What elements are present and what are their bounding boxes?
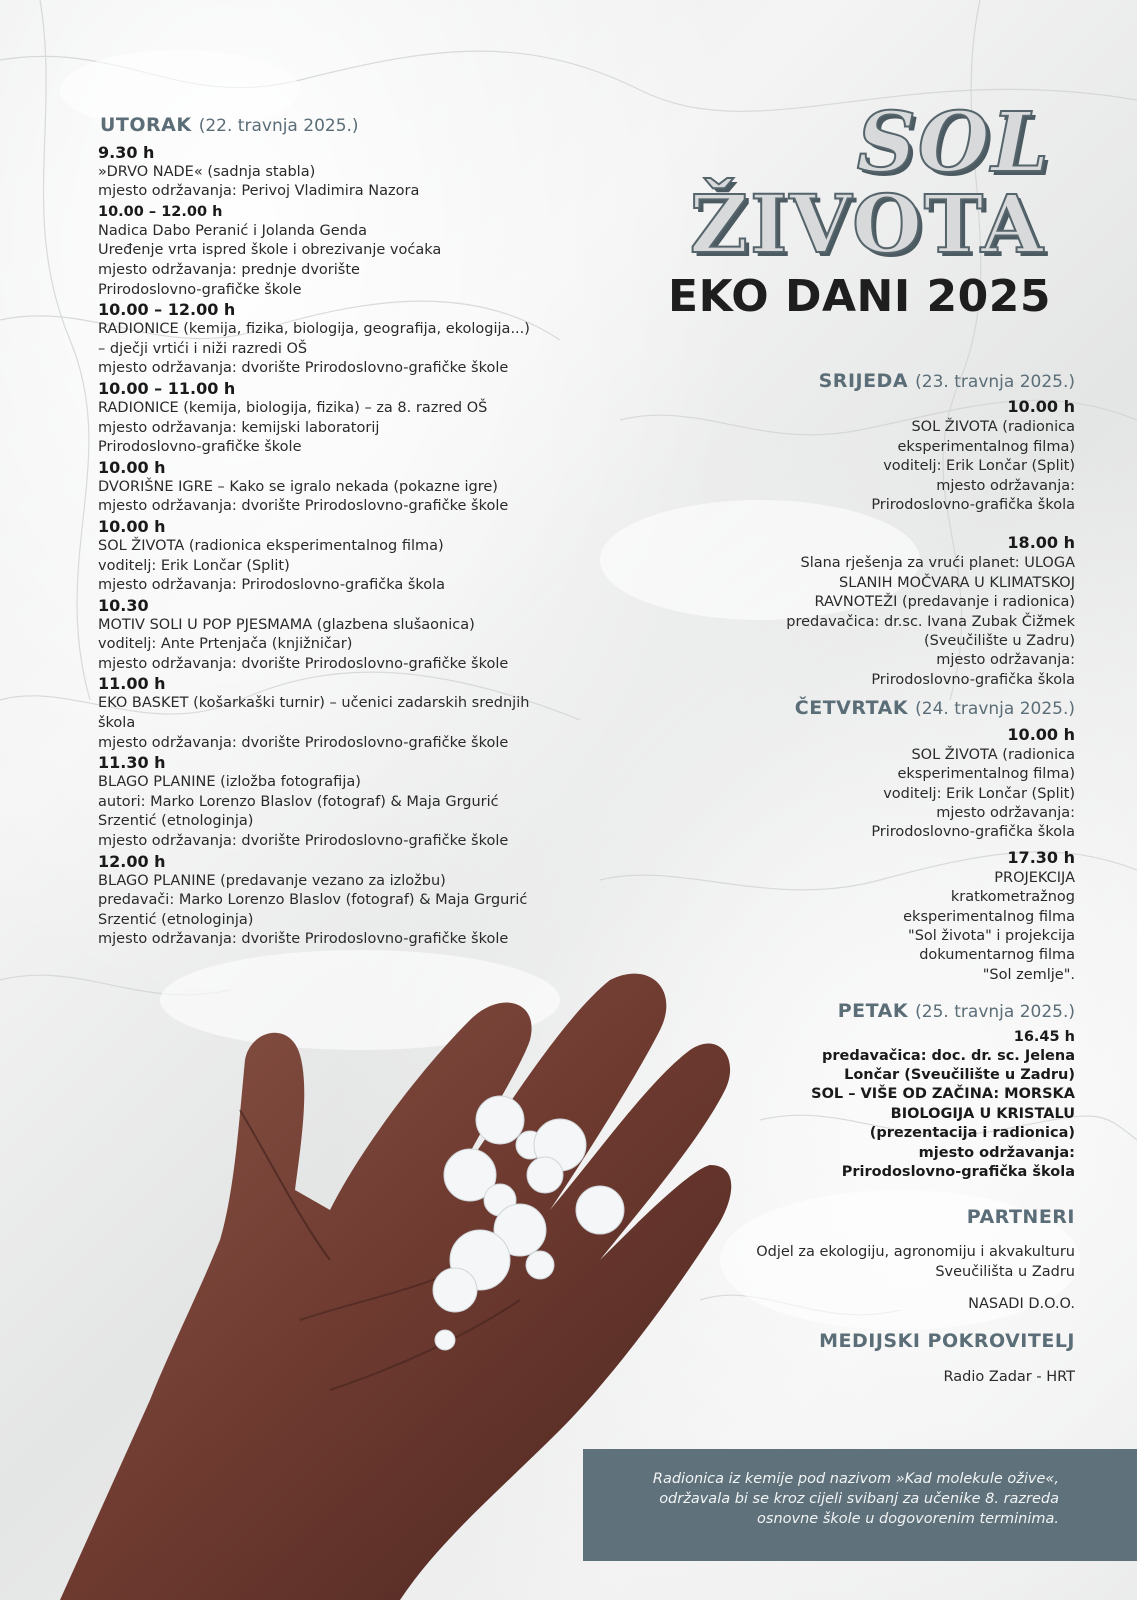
partners-list [675, 1242, 1075, 1314]
event-line: DVORIŠNE IGRE – Kako se igralo nekada (pokazne igre) [98, 478, 498, 495]
schedule-item [98, 458, 578, 517]
partner-line: NASADI D.O.O. [968, 1295, 1075, 1312]
event-line: "Sol života" i projekcija [908, 927, 1075, 944]
media-sponsor-name: Radio Zadar - HRT [943, 1369, 1075, 1386]
event-line: mjesto održavanja: Perivoj Vladimira Nazora [98, 183, 420, 200]
event-time: 10.00 h [98, 516, 166, 536]
schedule-item [98, 674, 578, 753]
event-line: mjesto održavanja: dvorište Prirodoslovno-grafičke škole [98, 498, 509, 515]
thursday-day: ČETVRTAK [794, 697, 909, 720]
event-line: voditelj: Erik Lončar (Split) [98, 557, 290, 574]
event-time: 10.00 h [98, 457, 166, 477]
event-line: MOTIV SOLI U POP PJESMAMA (glazbena slušaonica) [98, 616, 475, 633]
event-line: Lončar (Sveučilište u Zadru) [844, 1066, 1075, 1083]
event-line: »DRVO NADE« (sadnja stabla) [98, 163, 316, 180]
title-line-eko-dani: EKO DANI 2025 [668, 271, 1051, 322]
event-line: SLANIH MOČVARA U KLIMATSKOJ [838, 574, 1075, 591]
event-line: RAVNOTEŽI (predavanje i radionica) [814, 594, 1075, 611]
wednesday-heading [675, 372, 1075, 392]
event-line: predavačica: dr.sc. Ivana Zubak Čižmek [786, 613, 1075, 630]
friday-day: PETAK [837, 1000, 909, 1023]
schedule-item [98, 379, 578, 458]
event-line: Prirodoslovno-grafička škola [871, 497, 1075, 514]
event-line: dokumentarnog filma [919, 947, 1075, 964]
wednesday-date: (23. travnja 2025.) [915, 372, 1075, 392]
event-line: predavačica: doc. dr. sc. Jelena [822, 1047, 1075, 1064]
event-line: Slana rješenja za vrući planet: ULOGA [800, 555, 1075, 572]
schedule-item [98, 596, 578, 675]
event-line: RADIONICE (kemija, fizika, biologija, geografija, ekologija...) [98, 321, 530, 338]
footer-note-band [583, 1449, 1137, 1561]
title-line-zivota: ŽIVOTA [689, 177, 1045, 271]
event-line: voditelj: Ante Prtenjača (knjižničar) [98, 636, 353, 653]
friday-heading [675, 1002, 1075, 1022]
event-line: PROJEKCIJA [994, 869, 1075, 886]
partner-line: akvakulturu Sveučilišta u Zadru [935, 1243, 1075, 1280]
event-line: mjesto održavanja: Prirodoslovno-grafička škola [98, 577, 446, 594]
tuesday-heading [100, 116, 578, 137]
schedule-item [98, 517, 578, 596]
schedule-item [98, 202, 578, 300]
footer-note [589, 1469, 1059, 1529]
event-line: Prirodoslovno-grafičke škole [98, 439, 302, 456]
event-line: mjesto održavanja: [936, 477, 1075, 494]
title-line-sol: SOL [856, 95, 1051, 191]
event-line: mjesto održavanja: [918, 1144, 1075, 1161]
event-time: 11.30 h [98, 753, 166, 773]
tuesday-day: UTORAK [100, 114, 192, 136]
thursday-date: (24. travnja 2025.) [915, 699, 1075, 720]
event-line: Srzentić (etnologinja) [98, 813, 254, 830]
event-line: Nadica Dabo Peranić i Jolanda Genda [98, 222, 367, 239]
schedule-item [98, 753, 578, 851]
event-line: mjesto održavanja: dvorište Prirodoslovno-grafičke škole [98, 360, 509, 377]
event-line: predavači: Marko Lorenzo Blaslov (fotograf) & Maja Grgurić [98, 892, 528, 909]
event-line: Prirodoslovno-grafičke škole [98, 281, 302, 298]
event-line: RADIONICE (kemija, biologija, fizika) – za 8. razred OŠ [98, 399, 488, 416]
event-line: Prirodoslovno-grafička škola [871, 824, 1075, 841]
event-line: voditelj: Erik Lončar (Split) [883, 458, 1075, 475]
event-line: mjesto održavanja: dvorište Prirodoslovno-grafičke škole [98, 734, 509, 751]
event-line: – dječji vrtići i niži razredi OŠ [98, 340, 308, 357]
event-line: kratkometražnog [950, 889, 1075, 906]
event-line: (prezentacija i radionica) [869, 1125, 1075, 1142]
event-line: mjesto održavanja: dvorište Prirodoslovno-grafičke škole [98, 931, 509, 948]
tuesday-date: (22. travnja 2025.) [198, 116, 359, 136]
event-time: 18.00 h [1007, 533, 1075, 553]
poster-title [611, 95, 1051, 322]
event-line: autori: Marko Lorenzo Blaslov (fotograf) & Maja Grgurić [98, 793, 499, 810]
event-time: 11.00 h [98, 674, 166, 694]
schedule-item [98, 852, 578, 950]
schedule-item [675, 396, 1075, 515]
event-line: SOL ŽIVOTA (radionica [911, 746, 1075, 763]
event-line: BLAGO PLANINE (predavanje vezano za izložbu) [98, 872, 446, 889]
event-line: "Sol zemlje". [982, 966, 1075, 983]
event-line: mjesto održavanja: dvorište Prirodoslovno-grafičke škole [98, 655, 509, 672]
footer-line: održavala bi se kroz cijeli svibanj za učenike 8. razreda [659, 1491, 1059, 1507]
event-line: eksperimentalnog filma [903, 908, 1075, 925]
event-line: mjesto održavanja: dvorište Prirodoslovno-grafičke škole [98, 833, 509, 850]
event-line: SOL ŽIVOTA (radionica eksperimentalnog filma) [98, 537, 444, 554]
footer-line: osnovne škole u dogovorenim terminima. [757, 1511, 1059, 1527]
event-time: 16.45 h [1013, 1028, 1075, 1045]
friday-date: (25. travnja 2025.) [915, 1002, 1075, 1023]
partner-line: Odjel za ekologiju, agronomiju i [756, 1243, 985, 1260]
event-time: 10.00 – 12.00 h [98, 203, 223, 220]
wednesday-day: SRIJEDA [818, 370, 909, 392]
event-line: BLAGO PLANINE (izložba fotografija) [98, 774, 361, 791]
event-line: Prirodoslovno-grafička škola [841, 1164, 1075, 1180]
event-time: 9.30 h [98, 142, 155, 162]
event-line: (Sveučilište u Zadru) [923, 633, 1075, 650]
event-line: eksperimentalnog filma) [897, 438, 1075, 455]
event-line: mjesto održavanja: prednje dvorište [98, 261, 360, 278]
partners-heading: PARTNERI [966, 1206, 1075, 1229]
schedule-item [675, 1027, 1075, 1183]
event-time: 12.00 h [98, 851, 166, 871]
event-line: škola [98, 715, 136, 732]
event-line: Uređenje vrta ispred škole i obrezivanje voćaka [98, 242, 442, 259]
event-time: 10.00 h [1007, 397, 1075, 417]
event-line: voditelj: Erik Lončar (Split) [883, 785, 1075, 802]
event-line: mjesto održavanja: kemijski laboratorij [98, 419, 380, 436]
event-line: SOL – VIŠE OD ZAČINA: MORSKA [811, 1086, 1075, 1103]
footer-line: Radionica iz kemije pod nazivom »Kad molekule ožive«, [652, 1471, 1059, 1487]
schedule-item [675, 724, 1075, 843]
thursday-heading [675, 699, 1075, 719]
event-time: 10.00 h [1007, 724, 1075, 744]
schedule-item [98, 143, 578, 202]
schedule-item [675, 532, 1075, 690]
event-line: Prirodoslovno-grafička škola [871, 671, 1075, 688]
event-line: mjesto održavanja: [936, 652, 1075, 669]
schedule-item [675, 847, 1075, 985]
event-time: 10.30 [98, 595, 149, 615]
schedule-item [98, 300, 578, 379]
tuesday-schedule [98, 116, 578, 950]
event-line: EKO BASKET (košarkaški turnir) – učenici zadarskih srednjih [98, 695, 530, 712]
event-time: 17.30 h [1007, 847, 1075, 867]
event-line: mjesto održavanja: [936, 804, 1075, 821]
event-line: BIOLOGIJA U KRISTALU [890, 1105, 1075, 1122]
event-line: Srzentić (etnologinja) [98, 911, 254, 928]
media-sponsor-heading: MEDIJSKI POKROVITELJ [819, 1329, 1075, 1352]
event-line: eksperimentalnog filma) [897, 766, 1075, 783]
event-line: SOL ŽIVOTA (radionica [911, 419, 1075, 436]
event-time: 10.00 – 11.00 h [98, 378, 236, 398]
event-time: 10.00 – 12.00 h [98, 300, 236, 320]
right-schedule [675, 372, 1075, 1387]
